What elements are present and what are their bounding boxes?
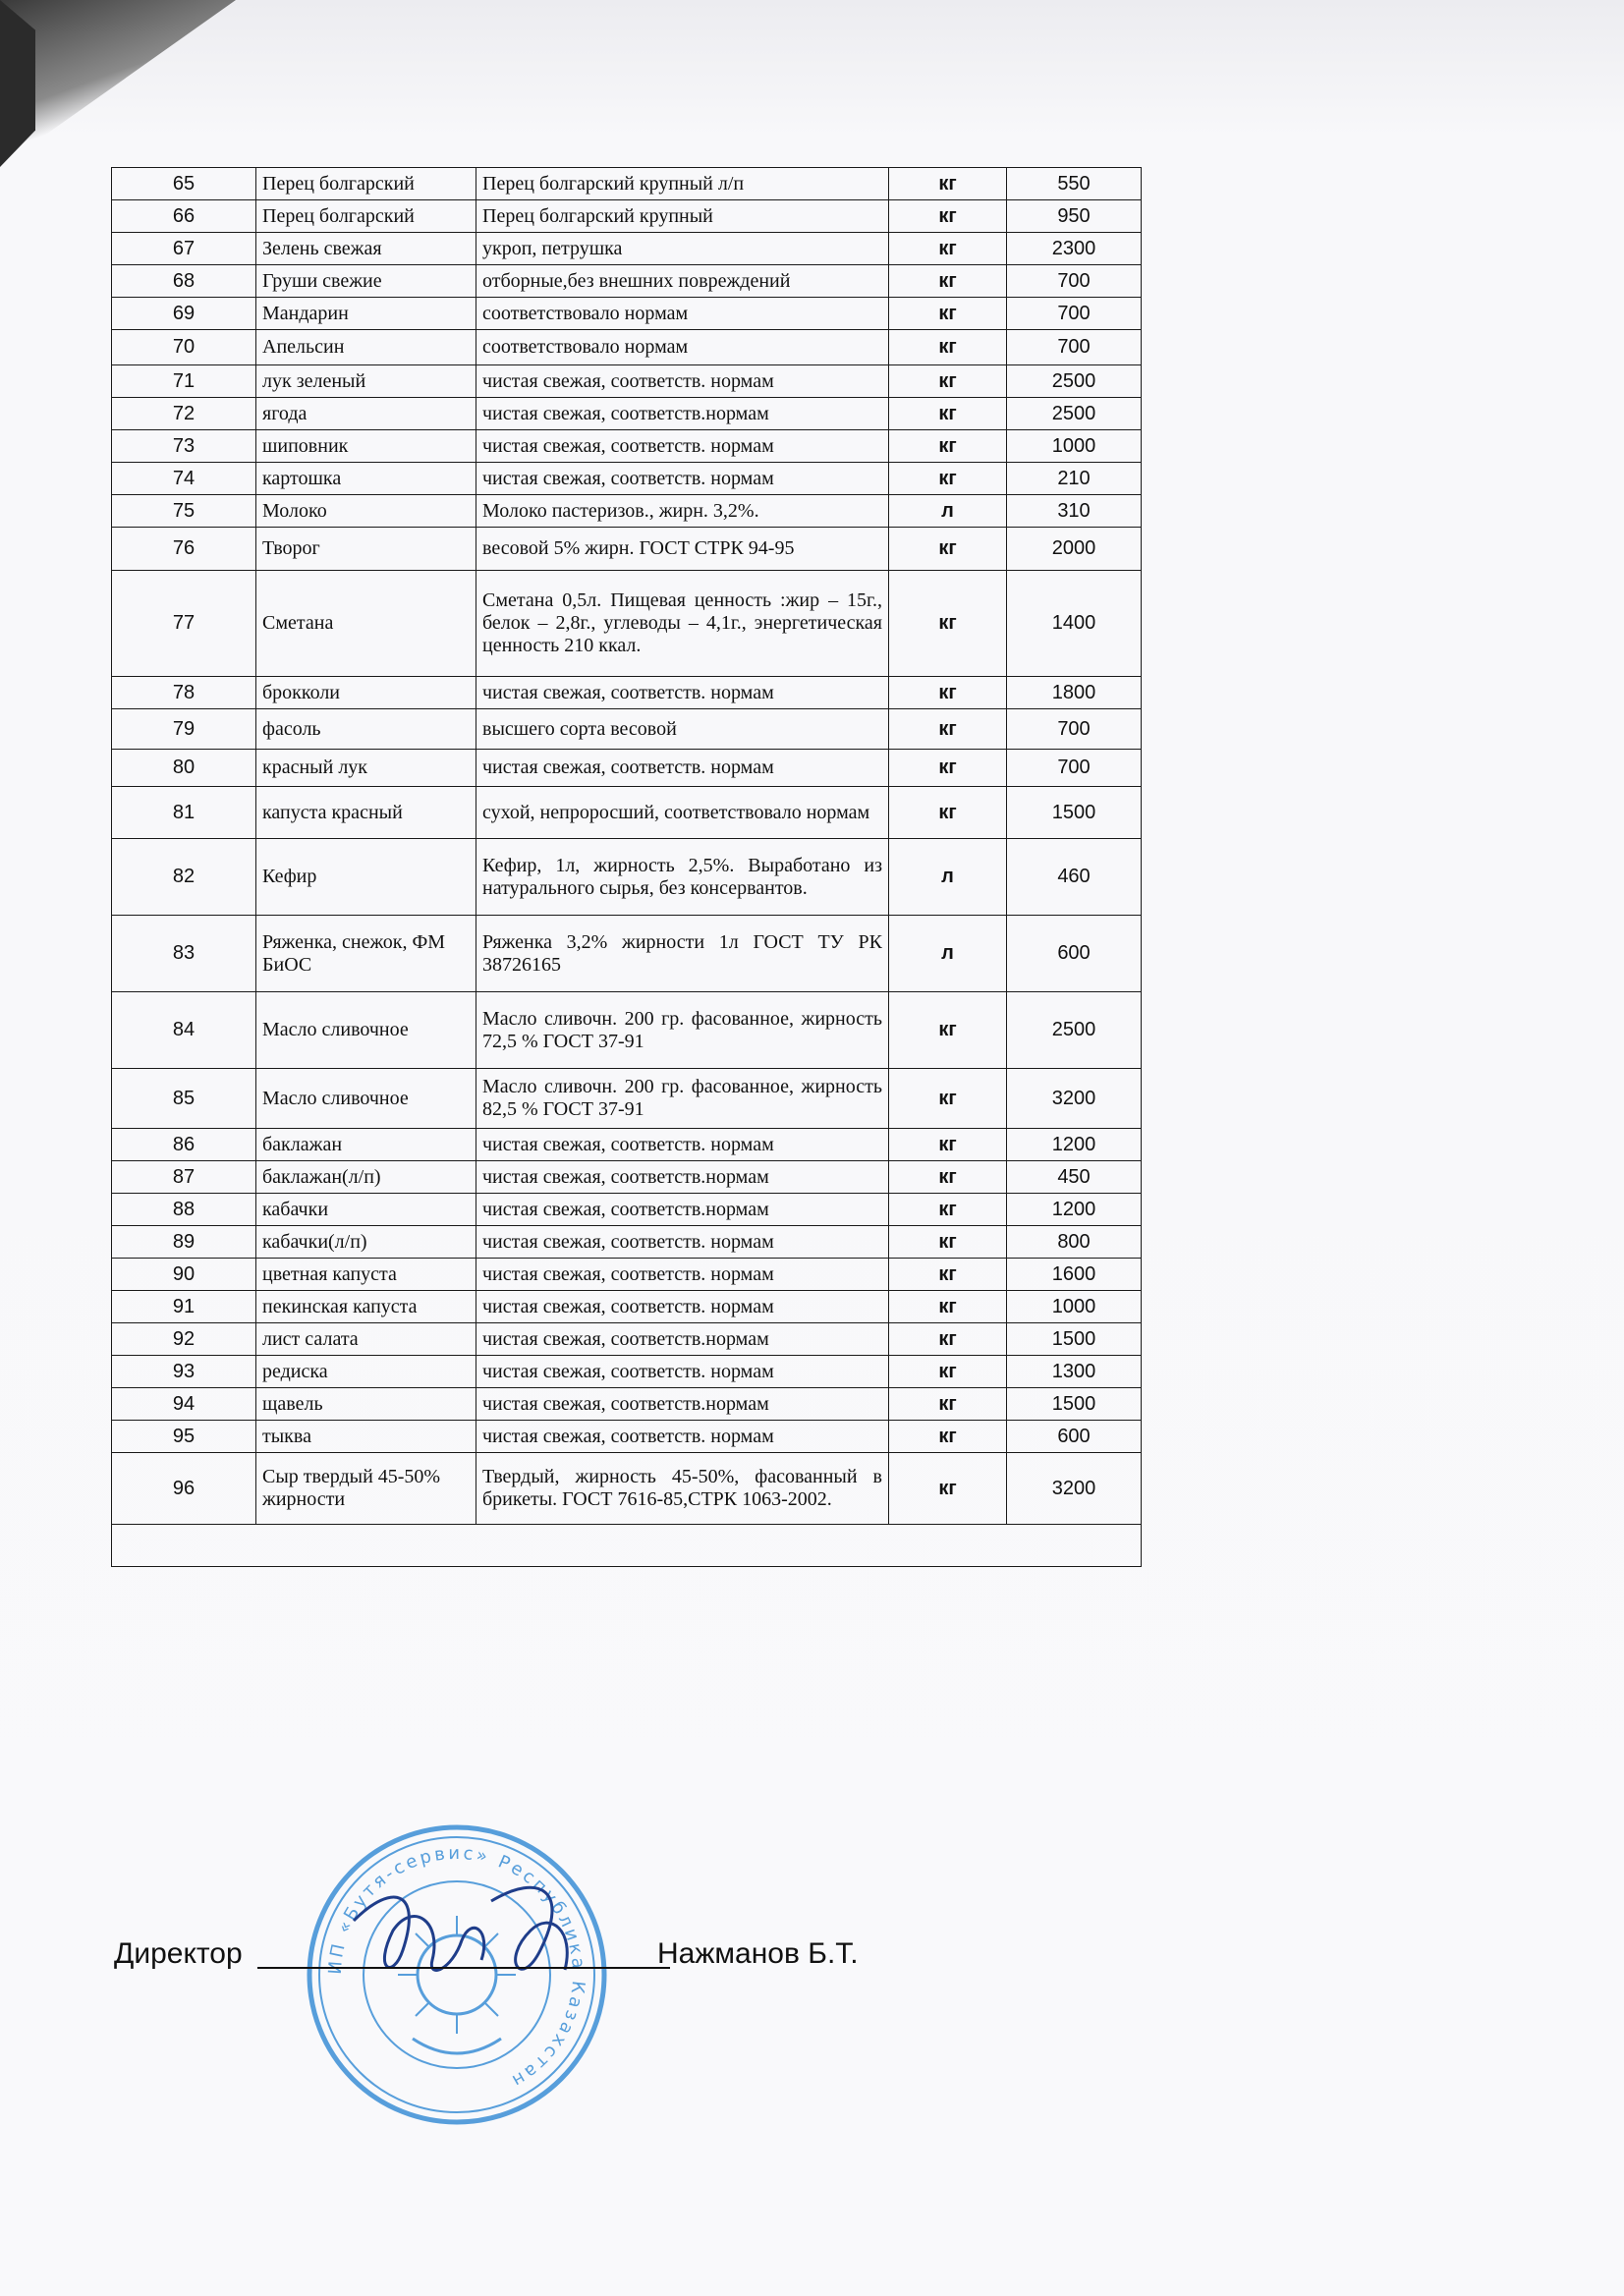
table-row [112, 1069, 1142, 1129]
table-row [112, 298, 1142, 330]
table-row [112, 1259, 1142, 1291]
product-name: ягода [256, 398, 476, 430]
product-name: фасоль [256, 709, 476, 750]
product-name: Творог [256, 528, 476, 571]
product-description: чистая свежая, соответств.нормам [476, 1323, 889, 1356]
unit-of-measure: кг [889, 750, 1007, 787]
product-description: чистая свежая, соответств. нормам [476, 1226, 889, 1259]
table-row [112, 1356, 1142, 1388]
product-name: капуста красный [256, 787, 476, 839]
director-name: Нажманов Б.Т. [657, 1937, 859, 1970]
unit-of-measure: кг [889, 1421, 1007, 1453]
unit-of-measure: кг [889, 571, 1007, 677]
unit-of-measure: кг [889, 1356, 1007, 1388]
table-row [112, 200, 1142, 233]
product-description: Твердый, жирность 45-50%, фасованный в брикеты. ГОСТ 7616-85,СТРК 1063-2002. [476, 1453, 889, 1525]
product-description: чистая свежая, соответств. нормам [476, 750, 889, 787]
table-row [112, 1226, 1142, 1259]
quantity: 2500 [1007, 992, 1142, 1069]
product-description: чистая свежая, соответств. нормам [476, 463, 889, 495]
row-number: 70 [112, 330, 256, 365]
table-row [112, 709, 1142, 750]
product-name: Зелень свежая [256, 233, 476, 265]
row-number: 72 [112, 398, 256, 430]
unit-of-measure: кг [889, 992, 1007, 1069]
unit-of-measure: кг [889, 1388, 1007, 1421]
table-row [112, 750, 1142, 787]
quantity: 700 [1007, 330, 1142, 365]
quantity: 600 [1007, 1421, 1142, 1453]
product-description: чистая свежая, соответств.нормам [476, 1194, 889, 1226]
signature-block [114, 1926, 998, 1985]
unit-of-measure: л [889, 839, 1007, 916]
product-name: тыква [256, 1421, 476, 1453]
unit-of-measure: кг [889, 1129, 1007, 1161]
svg-text:ИП «Бутя-сервис» Республика Ка: ИП «Бутя-сервис» Республика Казахстан [324, 1842, 589, 2093]
table-row [112, 528, 1142, 571]
product-name: Перец болгарский [256, 200, 476, 233]
table-row [112, 677, 1142, 709]
product-name: Груши свежие [256, 265, 476, 298]
quantity: 460 [1007, 839, 1142, 916]
product-description: чистая свежая, соответств.нормам [476, 1388, 889, 1421]
unit-of-measure: кг [889, 1161, 1007, 1194]
unit-of-measure: кг [889, 709, 1007, 750]
quantity: 1200 [1007, 1194, 1142, 1226]
quantity: 600 [1007, 916, 1142, 992]
unit-of-measure: л [889, 916, 1007, 992]
product-description: чистая свежая, соответств. нормам [476, 1421, 889, 1453]
row-number: 91 [112, 1291, 256, 1323]
product-description: весовой 5% жирн. ГОСТ СТРК 94-95 [476, 528, 889, 571]
table-row [112, 1388, 1142, 1421]
quantity: 2000 [1007, 528, 1142, 571]
row-number: 96 [112, 1453, 256, 1525]
product-name: цветная капуста [256, 1259, 476, 1291]
row-number: 95 [112, 1421, 256, 1453]
product-name: Сыр твердый 45-50% жирности [256, 1453, 476, 1525]
row-number: 78 [112, 677, 256, 709]
quantity: 1500 [1007, 1323, 1142, 1356]
quantity: 950 [1007, 200, 1142, 233]
row-number: 86 [112, 1129, 256, 1161]
row-number: 93 [112, 1356, 256, 1388]
row-number: 82 [112, 839, 256, 916]
product-name: шиповник [256, 430, 476, 463]
table-row [112, 1161, 1142, 1194]
product-description: Перец болгарский крупный [476, 200, 889, 233]
product-description: Кефир, 1л, жирность 2,5%. Выработано из натурального сырья, без консервантов. [476, 839, 889, 916]
product-name: Кефир [256, 839, 476, 916]
row-number: 80 [112, 750, 256, 787]
product-name: лист салата [256, 1323, 476, 1356]
quantity: 2500 [1007, 365, 1142, 398]
table-footer-cell [112, 1525, 1142, 1567]
product-name: баклажан [256, 1129, 476, 1161]
quantity: 700 [1007, 298, 1142, 330]
product-description: соответствовало нормам [476, 330, 889, 365]
product-description: Масло сливочн. 200 гр. фасованное, жирность 72,5 % ГОСТ 37-91 [476, 992, 889, 1069]
row-number: 83 [112, 916, 256, 992]
product-name: редиска [256, 1356, 476, 1388]
product-name: щавель [256, 1388, 476, 1421]
table-row [112, 1291, 1142, 1323]
unit-of-measure: кг [889, 1323, 1007, 1356]
table-row [112, 495, 1142, 528]
unit-of-measure: кг [889, 298, 1007, 330]
row-number: 65 [112, 168, 256, 200]
unit-of-measure: кг [889, 233, 1007, 265]
row-number: 75 [112, 495, 256, 528]
product-name: Апельсин [256, 330, 476, 365]
product-description: Сметана 0,5л. Пищевая ценность :жир – 15г., белок – 2,8г., углеводы – 4,1г., энергетическая ценность 210 ккал. [476, 571, 889, 677]
unit-of-measure: кг [889, 677, 1007, 709]
product-description: чистая свежая, соответств. нормам [476, 1129, 889, 1161]
product-description: Перец болгарский крупный л/п [476, 168, 889, 200]
product-name: кабачки [256, 1194, 476, 1226]
product-name: красный лук [256, 750, 476, 787]
row-number: 87 [112, 1161, 256, 1194]
row-number: 89 [112, 1226, 256, 1259]
quantity: 700 [1007, 750, 1142, 787]
product-name: Ряженка, снежок, ФМ БиОС [256, 916, 476, 992]
table-row [112, 839, 1142, 916]
quantity: 3200 [1007, 1453, 1142, 1525]
quantity: 2300 [1007, 233, 1142, 265]
product-description: Ряженка 3,2% жирности 1л ГОСТ ТУ РК 38726165 [476, 916, 889, 992]
product-description: Масло сливочн. 200 гр. фасованное, жирность 82,5 % ГОСТ 37-91 [476, 1069, 889, 1129]
table-row [112, 265, 1142, 298]
signature-line [257, 1967, 670, 1969]
quantity: 1500 [1007, 787, 1142, 839]
product-description: чистая свежая, соответств. нормам [476, 677, 889, 709]
product-name: баклажан(л/п) [256, 1161, 476, 1194]
table-row [112, 365, 1142, 398]
table-row [112, 463, 1142, 495]
product-name: Перец болгарский [256, 168, 476, 200]
product-description: чистая свежая, соответств. нормам [476, 430, 889, 463]
product-description: чистая свежая, соответств. нормам [476, 1356, 889, 1388]
quantity: 3200 [1007, 1069, 1142, 1129]
unit-of-measure: кг [889, 330, 1007, 365]
row-number: 69 [112, 298, 256, 330]
row-number: 68 [112, 265, 256, 298]
product-description: чистая свежая, соответств.нормам [476, 398, 889, 430]
goods-table [111, 167, 1142, 1567]
row-number: 90 [112, 1259, 256, 1291]
quantity: 1000 [1007, 1291, 1142, 1323]
row-number: 77 [112, 571, 256, 677]
unit-of-measure: кг [889, 1069, 1007, 1129]
product-name: лук зеленый [256, 365, 476, 398]
table-row [112, 992, 1142, 1069]
quantity: 1800 [1007, 677, 1142, 709]
product-description: соответствовало нормам [476, 298, 889, 330]
unit-of-measure: кг [889, 1226, 1007, 1259]
product-name: картошка [256, 463, 476, 495]
product-description: чистая свежая, соответств.нормам [476, 1161, 889, 1194]
goods-table-body [112, 168, 1142, 1567]
quantity: 210 [1007, 463, 1142, 495]
table-row [112, 1194, 1142, 1226]
director-label: Директор [114, 1937, 243, 1970]
quantity: 1000 [1007, 430, 1142, 463]
table-row [112, 916, 1142, 992]
table-row [112, 430, 1142, 463]
table-footer-row [112, 1525, 1142, 1567]
unit-of-measure: кг [889, 1259, 1007, 1291]
row-number: 88 [112, 1194, 256, 1226]
product-description: высшего сорта весовой [476, 709, 889, 750]
product-description: Молоко пастеризов., жирн. 3,2%. [476, 495, 889, 528]
unit-of-measure: кг [889, 1291, 1007, 1323]
row-number: 81 [112, 787, 256, 839]
unit-of-measure: кг [889, 365, 1007, 398]
table-row [112, 398, 1142, 430]
quantity: 700 [1007, 709, 1142, 750]
unit-of-measure: кг [889, 398, 1007, 430]
product-name: пекинская капуста [256, 1291, 476, 1323]
row-number: 79 [112, 709, 256, 750]
unit-of-measure: кг [889, 265, 1007, 298]
product-description: отборные,без внешних повреждений [476, 265, 889, 298]
row-number: 84 [112, 992, 256, 1069]
quantity: 1300 [1007, 1356, 1142, 1388]
table-row [112, 1129, 1142, 1161]
table-row [112, 233, 1142, 265]
product-name: кабачки(л/п) [256, 1226, 476, 1259]
unit-of-measure: кг [889, 787, 1007, 839]
unit-of-measure: кг [889, 463, 1007, 495]
quantity: 550 [1007, 168, 1142, 200]
table-row [112, 1421, 1142, 1453]
product-name: Молоко [256, 495, 476, 528]
row-number: 74 [112, 463, 256, 495]
goods-table-container [111, 167, 1141, 1866]
quantity: 700 [1007, 265, 1142, 298]
quantity: 1200 [1007, 1129, 1142, 1161]
product-description: чистая свежая, соответств. нормам [476, 1291, 889, 1323]
table-row [112, 168, 1142, 200]
row-number: 76 [112, 528, 256, 571]
table-row [112, 787, 1142, 839]
table-row [112, 571, 1142, 677]
row-number: 92 [112, 1323, 256, 1356]
unit-of-measure: кг [889, 1453, 1007, 1525]
row-number: 66 [112, 200, 256, 233]
product-description: чистая свежая, соответств. нормам [476, 365, 889, 398]
unit-of-measure: кг [889, 168, 1007, 200]
row-number: 85 [112, 1069, 256, 1129]
unit-of-measure: кг [889, 430, 1007, 463]
row-number: 94 [112, 1388, 256, 1421]
product-name: Мандарин [256, 298, 476, 330]
table-row [112, 330, 1142, 365]
unit-of-measure: кг [889, 1194, 1007, 1226]
quantity: 450 [1007, 1161, 1142, 1194]
product-name: Масло сливочное [256, 992, 476, 1069]
table-row [112, 1453, 1142, 1525]
product-description: чистая свежая, соответств. нормам [476, 1259, 889, 1291]
table-row [112, 1323, 1142, 1356]
row-number: 67 [112, 233, 256, 265]
quantity: 2500 [1007, 398, 1142, 430]
product-name: Сметана [256, 571, 476, 677]
unit-of-measure: кг [889, 200, 1007, 233]
quantity: 1600 [1007, 1259, 1142, 1291]
quantity: 1500 [1007, 1388, 1142, 1421]
product-description: укроп, петрушка [476, 233, 889, 265]
quantity: 1400 [1007, 571, 1142, 677]
product-description: сухой, непроросший, соответствовало нормам [476, 787, 889, 839]
row-number: 73 [112, 430, 256, 463]
quantity: 310 [1007, 495, 1142, 528]
unit-of-measure: л [889, 495, 1007, 528]
quantity: 800 [1007, 1226, 1142, 1259]
product-name: брокколи [256, 677, 476, 709]
row-number: 71 [112, 365, 256, 398]
unit-of-measure: кг [889, 528, 1007, 571]
product-name: Масло сливочное [256, 1069, 476, 1129]
